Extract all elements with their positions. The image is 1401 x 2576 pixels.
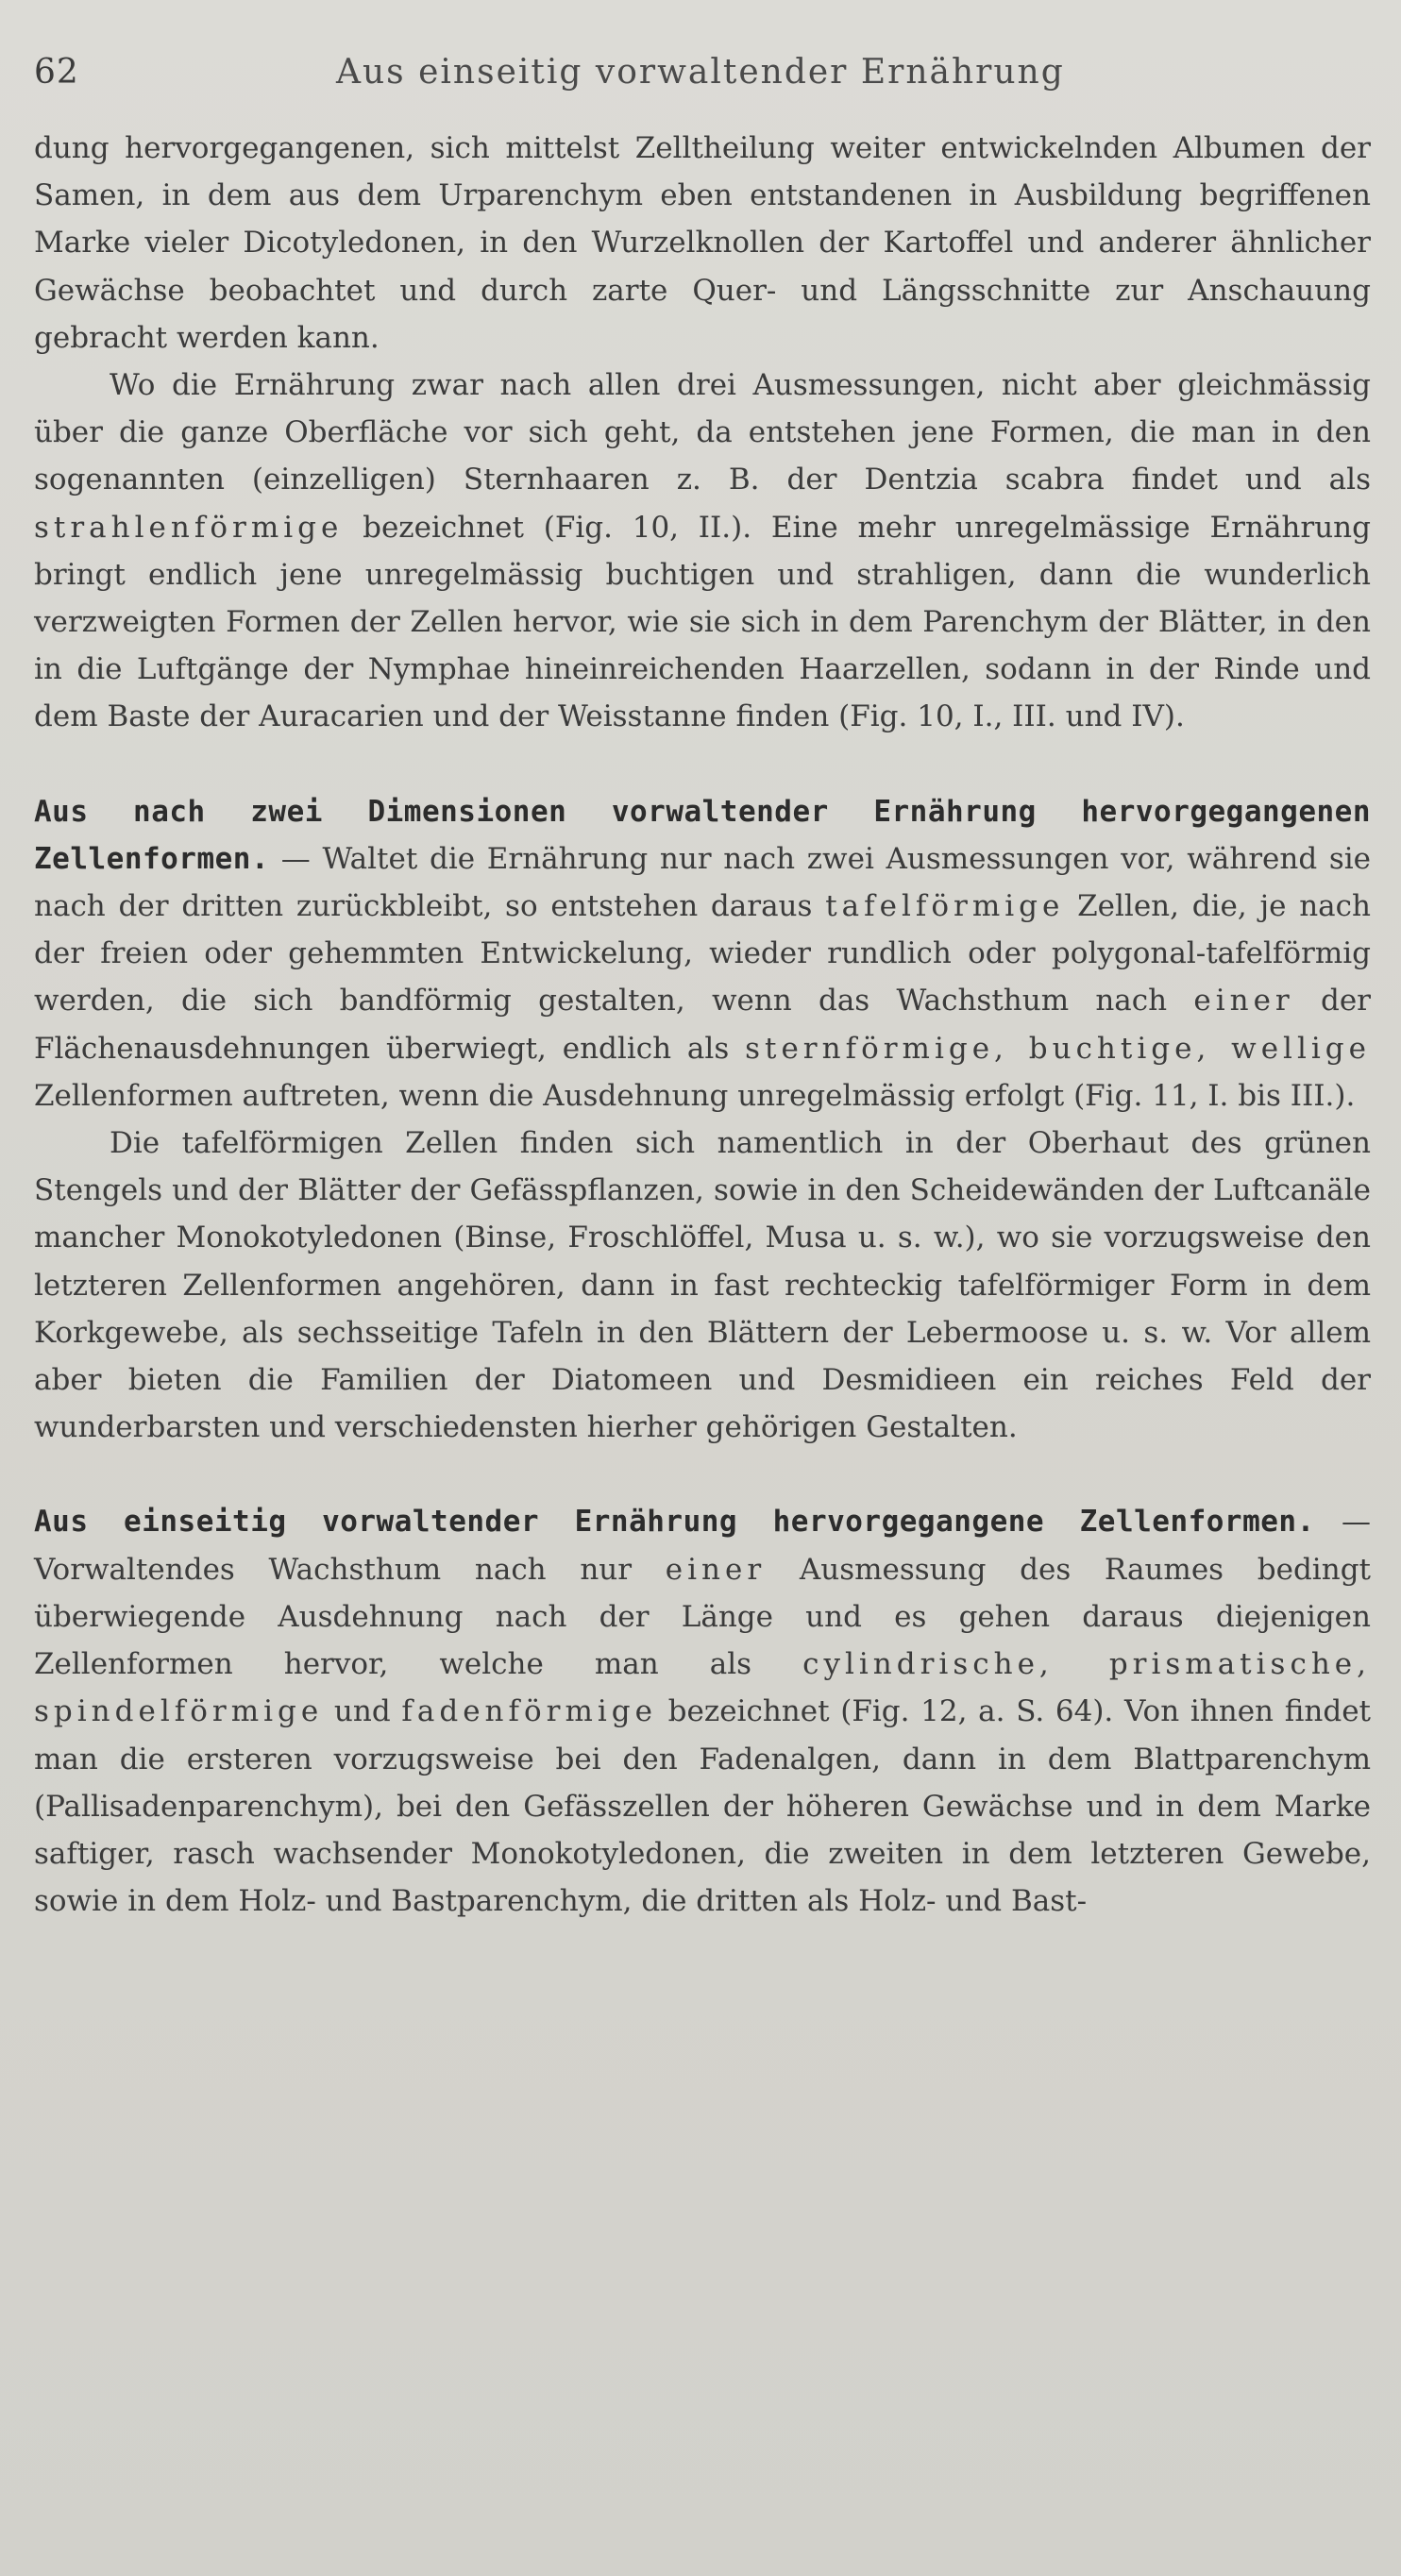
paragraph-text: der Flächenausdehnungen überwiegt, endlich als [34, 984, 1371, 1066]
paragraph-text: — Waltet die Ernährung nur nach zwei Ausmessungen vor, während sie nach der dritten zurückbleibt, so entstehen daraus [34, 841, 1371, 924]
paragraph-text: — Vorwaltendes Wachsthum nach nur [34, 1505, 1371, 1587]
page-body [34, 125, 1371, 1925]
running-head [34, 53, 1356, 100]
section-gap [34, 1451, 1371, 1498]
paragraph-one-dimension [34, 1498, 1371, 1925]
paragraph-tabular-cells [34, 1120, 1371, 1451]
paragraph-text: Wo die Ernährung zwar nach allen drei Ausmessungen, nicht aber gleichmässig über die ganze Oberfläche vor sich geht, da entstehen jene Formen, die man in den sogenannten (einzelligen) Sternhaaren z. B. der Dentzia scabra findet und als [34, 368, 1371, 497]
emphasized-term: sternförmige, buchtige, wellige [745, 1031, 1371, 1066]
paragraph-text: bezeichnet (Fig. 10, II.). Eine mehr unregelmässige Ernährung bringt endlich jene unregelmässig buchtigen und strahligen, dann die wunderlich verzweigten Formen der Zellen hervor, wie sie sich in dem Parenchym der Blätter, in den in die Luftgänge der Nymphae hineinreichenden Haarzellen, sodann in der Rinde und dem Baste der Auracarien und der Weisstanne finden (Fig. 10, I., III. und IV). [34, 510, 1371, 734]
paragraph-two-dimensions [34, 788, 1371, 1120]
emphasized-term: einer [1193, 984, 1294, 1019]
emphasized-term: fadenförmige [401, 1694, 657, 1729]
emphasized-term: cylindrische, prismatische, spindelförmige [34, 1647, 1371, 1729]
emphasized-term: tafelförmige [825, 889, 1065, 924]
paragraph-continuation [34, 125, 1371, 362]
emphasized-term: strahlenförmige [34, 510, 344, 545]
paragraph-text: und [323, 1694, 402, 1729]
paragraph-text: bezeichnet (Fig. 12, a. S. 64). Von ihnen findet man die ersteren vorzugsweise bei den Fadenalgen, dann in dem Blattparenchym (Pallisadenparenchym), bei den Gefässzellen der höheren Gewächse und in dem Marke saftiger, rasch wachsender Monokotyledonen, die zweiten in dem letzteren Gewebe, sowie in dem Holz- und Bastparenchym, die dritten als Holz- und Bast- [34, 1694, 1372, 1919]
paragraph-text: Ausmessung des Raumes bedingt überwiegende Ausdehnung nach der Länge und es gehen daraus diejenigen Zellenformen hervor, welche man als [34, 1552, 1371, 1682]
paragraph-text: Zellen, die, je nach der freien oder gehemmten Entwickelung, wieder rundlich oder polygonal-tafelförmig werden, die sich bandförmig gestalten, wenn das Wachsthum nach [34, 889, 1371, 1019]
section-heading-one-dimension: Aus einseitig vorwaltender Ernährung hervorgegangene Zellenformen. [34, 1505, 1315, 1540]
paragraph-text: Zellenformen auftreten, wenn die Ausdehnung unregelmässig erfolgt (Fig. 11, I. bis III.). [34, 1078, 1356, 1113]
page-number: 62 [34, 53, 79, 92]
paragraph-text: Die tafelförmigen Zellen finden sich namentlich in der Oberhaut des grünen Stengels und der Blätter der Gefässpflanzen, sowie in den Scheidewänden der Luftcanäle mancher Monokotyledonen (Binse, Froschlöffel, Musa u. s. w.), wo sie vorzugsweise den letzteren Zellenformen angehören, dann in fast rechteckig tafelförmiger Form in dem Korkgewebe, als sechsseitige Tafeln in den Blättern der Lebermoose u. s. w. Vor allem aber bieten die Familien der Diatomeen und Desmidieen ein reiches Feld der wunderbarsten und verschiedensten hierher gehörigen Gestalten. [34, 1126, 1371, 1445]
paragraph-text: dung hervorgegangenen, sich mittelst Zelltheilung weiter entwickelnden Albumen der Samen, in dem aus dem Urparenchym eben entstandenen in Ausbildung begriffenen Marke vieler Dicotyledonen, in den Wurzelknollen der Kartoffel und anderer ähnlicher Gewächse beobachtet und durch zarte Quer- und Längsschnitte zur Anschauung gebracht werden kann. [34, 131, 1371, 355]
section-heading-two-dimensions: Aus nach zwei Dimensionen vorwaltender Ernährung hervorgegangenen Zellenformen. [34, 794, 1371, 876]
running-head-title: Aus einseitig vorwaltender Ernährung [336, 53, 1065, 92]
emphasized-term: einer [665, 1552, 767, 1587]
paragraph-radial-forms [34, 362, 1371, 741]
section-gap [34, 741, 1371, 788]
